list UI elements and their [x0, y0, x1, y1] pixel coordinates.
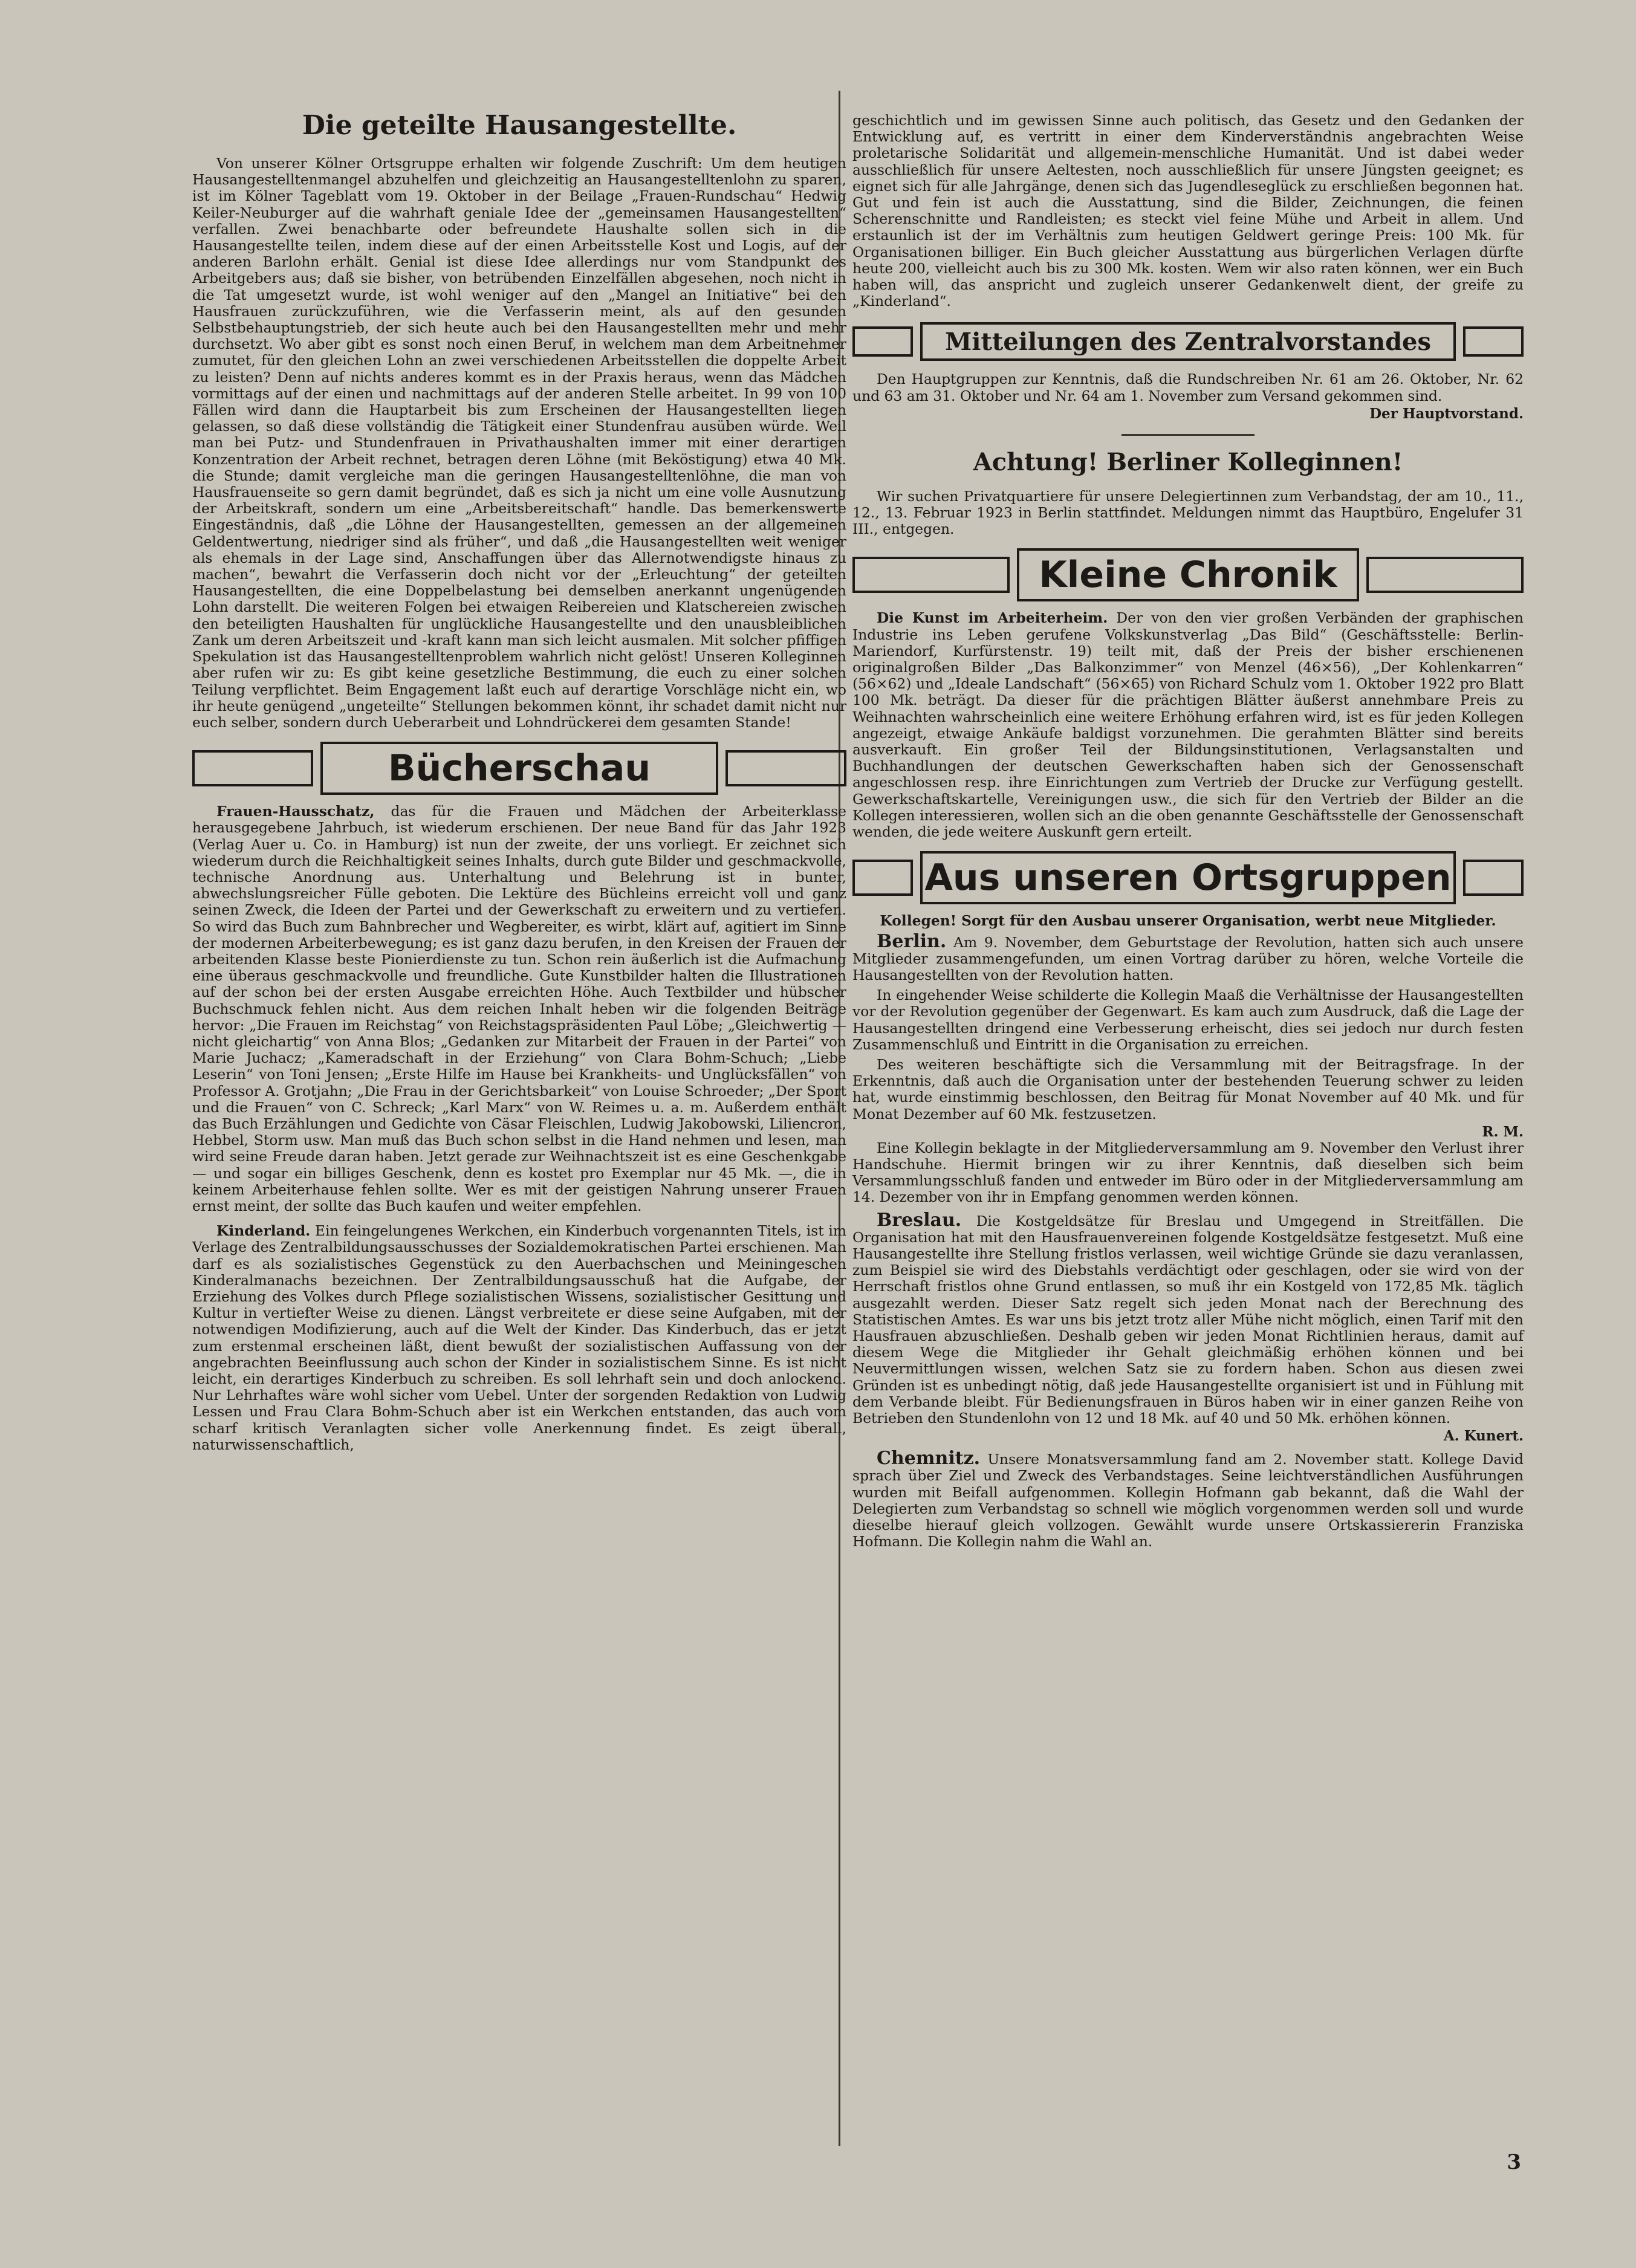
heading-ornament-left [192, 750, 313, 786]
achtung-text: Wir suchen Privatquartiere für unsere Delegiertinnen zum Verbandstag, der am 10., 11., 12., 13. Februar 1923 in Berlin stattfindet. Meldungen nimmt das Hauptbüro, Engelufer 31 III., entgegen. [852, 487, 1524, 538]
review-continuation: geschichtlich und im gewissen Sinne auch politisch, das Gesetz und den Gedanken der Entwicklung auf, es vertritt in einer dem Kinderverständnis angebrachten Weise proletarische Solidarität und allgemein-menschliche Humanität. Und ist dabei weder ausschließlich für unsere Aeltesten, noch ausschließlich für unsere Jüngsten geeignet; es eignet sich für alle Jahrgänge, denen sich das Jugendlesеglück zu erschließen begonnen hat. Gut und fein ist auch die Ausstattung, sind die Bilder, Zeichnungen, die feinen Scherenschnitte und Randleisten; es steckt viel feine Mühe und Arbeit in allem. Und erstaunlich ist der im Verhältnis zum heutigen Geldwert geringe Preis: 100 Mk. für Organisationen billiger. Ein Buch gleicher Ausstattung aus bürgerlichen Verlagen dürfte heute 200, vielleicht auch bis zu 300 Mk. kosten. Wem wir also raten können, wer ein Buch haben will, das anspricht und zugleich unserer Gedankenwelt dient, der greife zu „Kinderland“. [852, 112, 1524, 310]
book-review-kinderland [192, 1223, 846, 1453]
heading-ornament-left [852, 860, 913, 896]
mitteilungen-text: Den Hauptgruppen zur Kenntnis, daß die Rundschreiben Nr. 61 am 26. Oktober, Nr. 62 und 63 am 31. Oktober und Nr. 64 am 1. November zum Versand gekommen sind. [852, 371, 1524, 404]
chronik-lead: Die Kunst im Arbeiterheim. [877, 609, 1108, 627]
berlin-report [852, 930, 1524, 984]
report-text: Die Kostgeldsätze für Breslau und Umgegend in Streitfällen. Die Organisation hat mit den Hausfrauenvereinen folgende Kostgeldsätze festgesetzt. Muß eine Hausangestellte ihre Stellung fristlos verlassen, weil wichtige Gründe sie dazu veranlassen, zum Beispiel sie wird des Diebstahls verdächtigt oder geschlagen, oder sie wird von der Herrschaft fristlos ohne Grund entlassen, so muß ihr ein Kostgeld von 172,85 Mk. täglich ausgezahlt werden. Dieser Satz regelt sich jeden Monat nach der Berechnung des Statistischen Amtes. Es war uns bis jetzt trotz aller Mühe nicht möglich, einen Tarif mit den Hausfrauen abzuschließen. Deshalb geben wir jeden Monat Richtlinien heraus, damit auf diesem Wege die Mitglieder ihr Gehalt gleichmäßig erhöhen können und bei Neuvermittlungen wissen, welchen Satz sie zu fordern haben. Schon aus diesen zwei Gründen ist es unbedingt nötig, daß jede Hausangestellte organisiert ist und in Fühlung mit dem Verbande bleibt. Für Bedienungsfrauen in Büros haben wir in einer ganzen Reihe von Betrieben den Stundenlohn von 12 und 18 Mk. auf 40 und 50 Mk. erhöhen können. [852, 1212, 1524, 1427]
berlin-report-p4: Eine Kollegin beklagte in der Mitgliederversammlung am 9. November den Verlust ihrer Handschuhe. Hiermit bringen wir zu ihrer Kenntnis, daß dieselben sich beim Versammlungsschluß fanden und entweder im Büro oder in der Mitgliederversammlung am 14. Dezember von ihr in Empfang genommen werden können. [852, 1139, 1524, 1206]
separator-rule [1122, 434, 1255, 436]
heading-ornament-right [1463, 326, 1524, 357]
heading-ornament-right [1366, 557, 1524, 593]
review-lead: Frauen-Hausschatz, [216, 803, 375, 820]
heading-ornament-right [725, 750, 846, 786]
berlin-report-p2: In eingehender Weise schilderte die Kollegin Maaß die Verhältnisse der Hausangestellten vor der Revolution gegenüber der Gegenwart. Es kam auch zum Ausdruck, daß die Lage der Hausangestellten dringend eine Verbesserung erheischt, dies sei jedoch nur durch festen Zusammenschluß und Eintritt in die Organisation zu erreichen. [852, 987, 1524, 1053]
breslau-report [852, 1209, 1524, 1427]
city-berlin: Berlin. [877, 930, 947, 952]
report-text: Am 9. November, dem Geburtstage der Revolution, hatten sich auch unsere Mitglieder zusammengefunden, um einen Vortrag darüber zu hören, welche Vorteile die Hausangestellten von der Revolution hatten. [852, 933, 1524, 983]
ortsgruppen-title: Aus unseren Ortsgruppen [920, 851, 1456, 904]
section-heading-buecherschau [192, 742, 846, 795]
ortsgruppen-intro: Kollegen! Sorgt für den Ausbau unserer Organisation, werbt neue Mitglieder. [880, 912, 1496, 930]
city-breslau: Breslau. [877, 1209, 962, 1231]
left-column [192, 91, 846, 1457]
book-review-frauen-hausschatz [192, 803, 846, 1214]
section-heading-ortsgruppen [852, 851, 1524, 904]
heading-ornament-left [852, 326, 913, 357]
mitteilungen-signature: Der Hauptvorstand. [1369, 405, 1524, 422]
chemnitz-report [852, 1450, 1524, 1550]
section-heading-mitteilungen [852, 320, 1524, 363]
right-column [852, 112, 1524, 1554]
article-title: Die geteilte Hausangestellte. [302, 110, 737, 141]
city-chemnitz: Chemnitz. [877, 1448, 981, 1469]
breslau-signature: A. Kunert. [1443, 1428, 1524, 1445]
berlin-signature: R. M. [1482, 1123, 1524, 1140]
page-number: 3 [1507, 2150, 1521, 2174]
article-paragraph: Von unserer Kölner Ortsgruppe erhalten wir folgende Zuschrift: Um dem heutigen Hausangestelltenmangel abzuhelfen und gleichzeitig an Hausangestelltenlohn zu sparen, ist im Kölner Tageblatt vom 19. Oktober in der Beilage „Frauen-Rundschau“ Hedwig Keiler-Neuburger auf die wahrhaft geniale Idee der „gemeinsamen Hausangestellten“ verfallen. Zwei benachbarte oder befreundete Haushalte sollen sich in die Hausangestellte teilen, indem diese auf der einen Arbeitsstelle Kost und Logis, auf der anderen Barlohn erhält. Genial ist diese Idee allerdings nur vom Standpunkt des Arbeitgebers aus; daß sie bisher, von betrübenden Einzelfällen abgesehen, noch nicht in die Tat umgesetzt wurde, ist wohl weniger auf den „Mangel an Initiative“ bei den Hausfrauen zurückzuführen, wie die Verfasserin meint, als auf den gesunden Selbstbehauptungstrieb, der sich heute auch bei den Hausangestellten mehr und mehr durchsetzt. Wo aber gibt es sonst noch einen Beruf, in welchem man dem Arbeitnehmer zumutet, für den gleichen Lohn an zwei verschiedenen Arbeitsstellen die doppelte Arbeit zu leisten? Denn auf nichts anderes kommt es in der Praxis heraus, wenn das Mädchen vormittags auf der einen und nachmittags auf der anderen Stelle arbeitet. In 99 von 100 Fällen wird dann die Hauptarbeit bis zum Erscheinen der Hausangestellten liegen gelassen, so daß diese vollständig die Tätigkeit einer Stundenfrau ausüben würde. Weil man bei Putz- und Stundenfrauen in Privathaushalten immer mit einer derartigen Konzentration der Arbeit rechnet, betragen deren Löhne (mit Beköstigung) etwa 40 Mk. die Stunde; damit vergleiche man die geringen Hausangestelltenlöhne, die man von Hausfrauenseite so gern damit begründet, daß es sich ja nicht um eine volle Ausnutzung der Arbeitskraft, sondern um eine „Arbeitsbereitschaft“ handle. Das bemerkenswerte Eingeständnis, daß „die Löhne der Hausangestellten, gemessen an der allgemeinen Geldentwertung, niedriger sind als früher“, und daß „die Hausangestellten weit weniger als ehemals in der Lage sind, Anschaffungen über das Allernotwendigste hinaus zu machen“, bewahrt die Verfasserin doch nicht vor der „Erleuchtung“ der geteilten Hausangestellten, die eine Doppelbelastung bei demselben anerkannt ungenügenden Lohn darstellt. Die weiteren Folgen bei etwaigen Reibereien und Klatschereien zwischen den beteiligten Haushalten für unglückliche Hausangestellte und den unausbleiblichen Zank um deren Arbeitszeit und -kraft kann man sich leicht ausmalen. Mit solcher pfiffigen Spekulation ist das Hausangestelltenproblem wahrlich nicht gelöst! Unseren Kolleginnen aber rufen wir zu: Es gibt keine gesetzliche Bestimmung, die euch zu einer solchen Teilung verpflichtet. Beim Engagement laßt euch auf derartige Vorschläge nicht ein, wo ihr heute genügend „ungeteilte“ Stellungen bekommen könnt, ihr schadet damit nicht nur euch selber, sondern durch Ueberarbeit und Lohndrückerei dem gesamten Stande! [192, 155, 846, 731]
section-title: Bücherschau [320, 742, 718, 795]
heading-ornament-left [852, 557, 1010, 593]
chronik-body: Der von den vier großen Verbänden der graphischen Industrie ins Leben gerufene Volkskunstverlag „Das Bild“ (Geschäftsstelle: Berlin-Mariendorf, Kurfürstenstr. 19) teilt mit, daß der Preis der bisher erschienenen originalgroßen Bilder „Das Balkonzimmer“ von Menzel (46×56), „Der Kohlenkarren“ (56×62) und „Ideale Landschaft“ (56×65) von Richard Schulz vom 1. Oktober 1922 pro Blatt 100 Mk. beträgt. Da dieser für die prächtigen Blätter äußerst annehmbare Preis zu Weihnachten wahrscheinlich eine weitere Erhöhung erfahren wird, ist es für jeden Kollegen angezeigt, etwaige Ankäufe baldigst vorzunehmen. Die gerahmten Blätter sind bereits ausverkauft. Ein großer Teil der Bildungsinstitutionen, Verlagsanstalten und Buchhandlungen der deutschen Gewerkschaften haben sich der Genossenschaft angeschlossen resp. ihre Einrichtungen zum Vertrieb der Drucke zur Verfügung gestellt. Gewerkschaftskartelle, Vereinigungen usw., die sich für den Vertrieb der Bilder an die Kollegen interessieren, wollen sich an die oben genannte Geschäftsstelle der Genossenschaft wenden, die jede weitere Auskunft gern erteilt. [852, 609, 1524, 841]
chronik-title: Kleine Chronik [1017, 548, 1359, 601]
review-lead: Kinderland. [216, 1222, 311, 1240]
section-heading-chronik [852, 548, 1524, 601]
berlin-report-p3: Des weiteren beschäftigte sich die Versammlung mit der Beitragsfrage. In der Erkenntnis, daß auch die Organisation unter der bestehenden Teuerung schwer zu leiden hat, wurde einstimmig beschlossen, den Beitrag für Monat November auf 40 Mk. und für Monat Dezember auf 60 Mk. festzusetzen. [852, 1055, 1524, 1123]
report-text: Unsere Monatsversammlung fand am 2. November statt. Kollege David sprach über Ziel und Zweck des Verbandstages. Seine leichtverständlichen Ausführungen wurden mit Beifall aufgenommen. Kollegin Hofmann gab bekannt, daß die Wahl der Delegierten zum Verbandstag so schnell wie möglich vorgenommen werden soll und wurde dieselbe hierauf gleich vollzogen. Gewählt wurde unsere Ortskassiererin Franziska Hofmann. Die Kollegin nahm die Wahl an. [852, 1451, 1524, 1550]
review-text: Ein feingelungenes Werkchen, ein Kinderbuch vorgenannten Titels, ist im Verlage des Zentralbildungsausschusses der Sozialdemokratischen Partei erschienen. Man darf es als sozialistisches Gegenstück zu den Auerbachschen und Meiningeschen Kinderalmanachs bezeichnen. Der Zentralbildungsausschuß hat die Aufgabe, der Erziehung des Volkes durch Pflege sozialistischen Wissens, sozialistischer Gesittung und Kultur in vertiefter Weise zu dienen. Längst verbreitete er diese seine Aufgaben, mit der notwendigen Modifizierung, auch auf die Welt der Kinder. Das Kinderbuch, das er jetzt zum erstenmal erscheinen läßt, dient bewußt der sozialistischen Auffassung von der angebrachten Beeinflussung auch schon der Kinder in sozialistischem Sinne. Es ist nicht leicht, ein derartiges Kinderbuch zu schreiben. Es soll lehrhaft sein und doch anlockend. Nur Lehrhaftes wäre wohl sicher vom Uebel. Unter der sorgenden Redaktion von Ludwig Lessen und Frau Clara Bohm-Schuch aber ist ein Werkchen entstanden, das auch vom scharf kritisch Veranlagten sicher volle Anerkennung findet. Es zeigt überall, naturwissenschaftlich, [192, 1222, 846, 1453]
heading-ornament-right [1463, 860, 1524, 896]
mitteilungen-title: Mitteilungen des Zentralvorstandes [920, 322, 1456, 361]
achtung-title: Achtung! Berliner Kolleginnen! [973, 447, 1403, 476]
chronik-text [852, 610, 1524, 840]
review-text: das für die Frauen und Mädchen der Arbeiterklasse herausgegebene Jahrbuch, ist wiederum erschienen. Der neue Band für das Jahr 1923 (Verlag Auer u. Co. in Hamburg) ist nun der zweite, der uns vorliegt. Er zeichnet sich wiederum durch die Reichhaltigkeit seines Inhalts, durch gute Bilder und geschmackvolle, technische Anordnung aus. Unterhaltung und Belehrung ist in bunter, abwechslungsreicher Fülle geboten. Die Lektüre des Büchleins erreicht voll und ganz seinen Zweck, die Ideen der Partei und der Gewerkschaft zu erweitern und zu vertiefen. So wird das Buch zum Bahnbrecher und Wegbereiter, es wirbt, klärt auf, agitiert im Sinne der modernen Arbeiterbewegung; es ist ganz dazu berufen, in den Kreisen der Frauen der arbeitenden Klasse beste Pionierdienste zu tun. Schon rein äußerlich ist die Aufmachung eine überaus geschmackvolle und freundliche. Gute Kunstbilder halten die Illustrationen auf der schon bei der ersten Ausgabe erreichten Höhe. Auch Textbilder und hübscher Buchschmuck fehlen nicht. Aus dem reichen Inhalt heben wir die folgenden Beiträge hervor: „Die Frauen im Reichstag“ von Reichstagspräsidenten Paul Löbe; „Gleichwertig — nicht gleichartig“ von Anna Blos; „Gedanken zur Mitarbeit der Frauen in der Partei“ von Marie Juchacz; „Kameradschaft in der Erziehung“ von Clara Bohm-Schuch; „Liebe Leserin“ von Toni Jensen; „Erste Hilfe im Hause bei Krankheits- und Unglücksfällen“ von Professor A. Grotjahn; „Die Frau in der Gerichtsbarkeit“ von Louise Schroeder; „Der Sport und die Frauen“ von C. Schreck; „Karl Marx“ von W. Reimes u. a. m. Außerdem enthält das Buch Erzählungen und Gedichte von Cäsar Fleischlen, Ludwig Jakobowski, Liliencron, Hebbel, Storm usw. Man muß das Buch schon selbst in die Hand nehmen und lesen, man wird seine Freude daran haben. Jetzt gerade zur Weihnachtszeit ist es eine Geschenkgabe — und sogar ein billiges Geschenk, denn es kostet pro Exemplar nur 45 Mk. —, die in keinem Arbeiterhause fehlen sollte. Wer es mit der geistigen Nahrung unserer Frauen ernst meint, der sollte das Buch kaufen und weiter empfehlen. [192, 803, 846, 1214]
